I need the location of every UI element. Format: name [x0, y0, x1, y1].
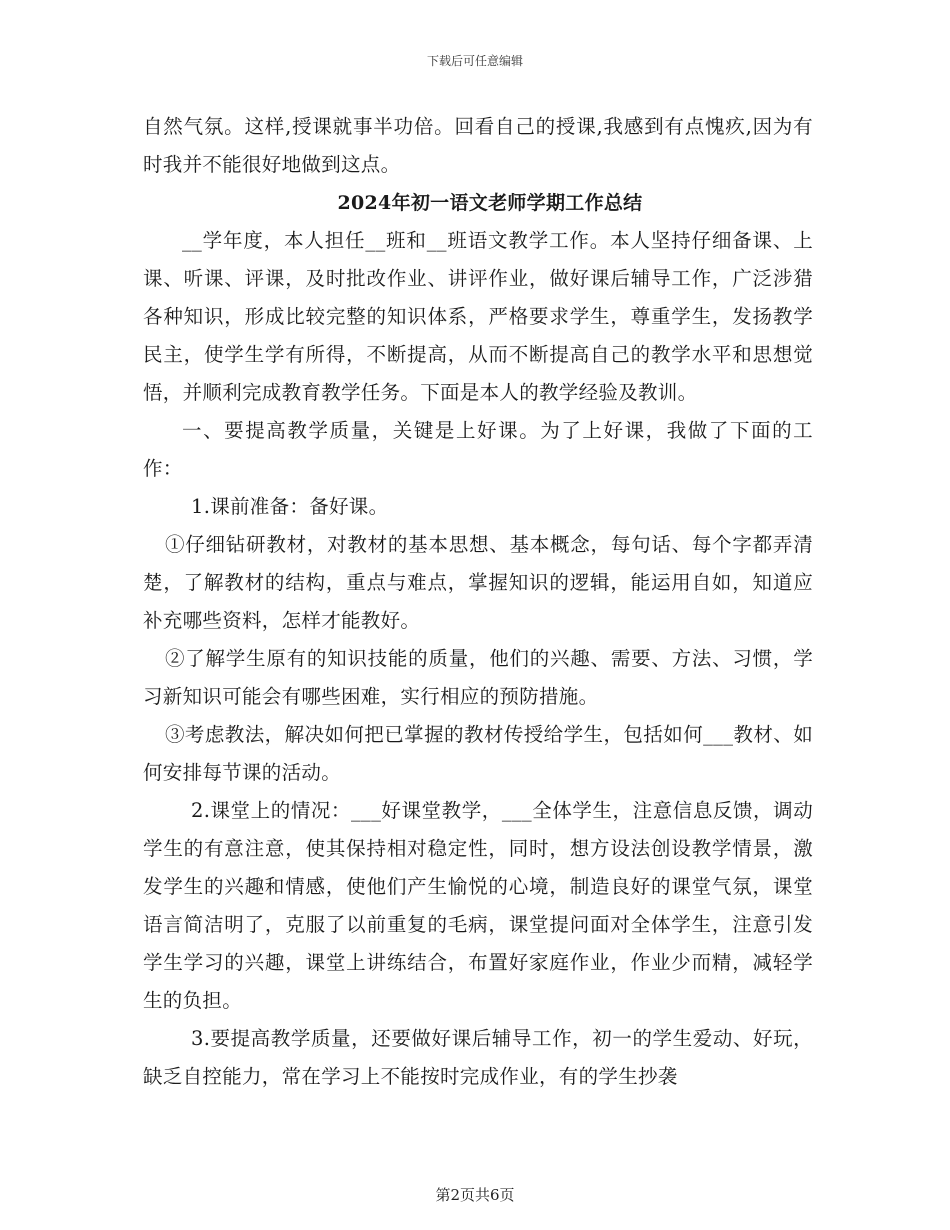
page-header-note: 下载后可任意编辑	[426, 54, 523, 68]
sub-item-3: ③考虑教法，解决如何把已掌握的教材传授给学生，包括如何___教材、如何安排每节课的活动。	[143, 723, 813, 784]
document-title: 2024年初一语文老师学期工作总结	[337, 192, 643, 214]
sub-item-1: ①仔细钻研教材，对教材的基本思想、基本概念，每句话、每个字都弄清楚，了解教材的结构，重点与难点，掌握知识的逻辑，能运用自如，知道应补充哪些资料，怎样才能教好。	[143, 533, 813, 632]
page-number-footer: 第2页共6页	[435, 1186, 515, 1204]
item-1-heading: 1.课前准备：备好课。	[191, 495, 389, 518]
intro-paragraph: __学年度，本人担任__班和__班语文教学工作。本人坚持仔细备课、上课、听课、评课，及时批改作业、讲评作业，做好课后辅导工作，广泛涉猎各种知识，形成比较完整的知识体系，严格要求学生，尊重学生，发扬教学民主，使学生学有所得，不断提高，从而不断提高自己的教学水平和思想觉悟，并顺利完成教育教学任务。下面是本人的教学经验及教训。	[143, 229, 813, 404]
item-3-paragraph: 3.要提高教学质量，还要做好课后辅导工作，初一的学生爱动、好玩，缺乏自控能力，常在学习上不能按时完成作业，有的学生抄袭	[143, 1027, 813, 1088]
sub-item-2: ②了解学生原有的知识技能的质量，他们的兴趣、需要、方法、习惯，学习新知识可能会有哪些困难，实行相应的预防措施。	[143, 647, 813, 708]
continued-paragraph: 自然气氛。这样,授课就事半功倍。回看自己的授课,我感到有点愧疚,因为有时我并不能很好地做到这点。	[143, 115, 813, 176]
document-body	[143, 108, 813, 1096]
section-1-heading: 一、要提高教学质量，关键是上好课。为了上好课，我做了下面的工作：	[143, 419, 813, 480]
item-2-paragraph: 2.课堂上的情况：___好课堂教学，___全体学生，注意信息反馈，调动学生的有意注意，使其保持相对稳定性，同时，想方设法创设教学情景，激发学生的兴趣和情感，使他们产生愉悦的心境，制造良好的课堂气氛，课堂语言简洁明了，克服了以前重复的毛病，课堂提问面对全体学生，注意引发学生学习的兴趣，课堂上讲练结合，布置好家庭作业，作业少而精，减轻学生的负担。	[143, 799, 813, 1012]
